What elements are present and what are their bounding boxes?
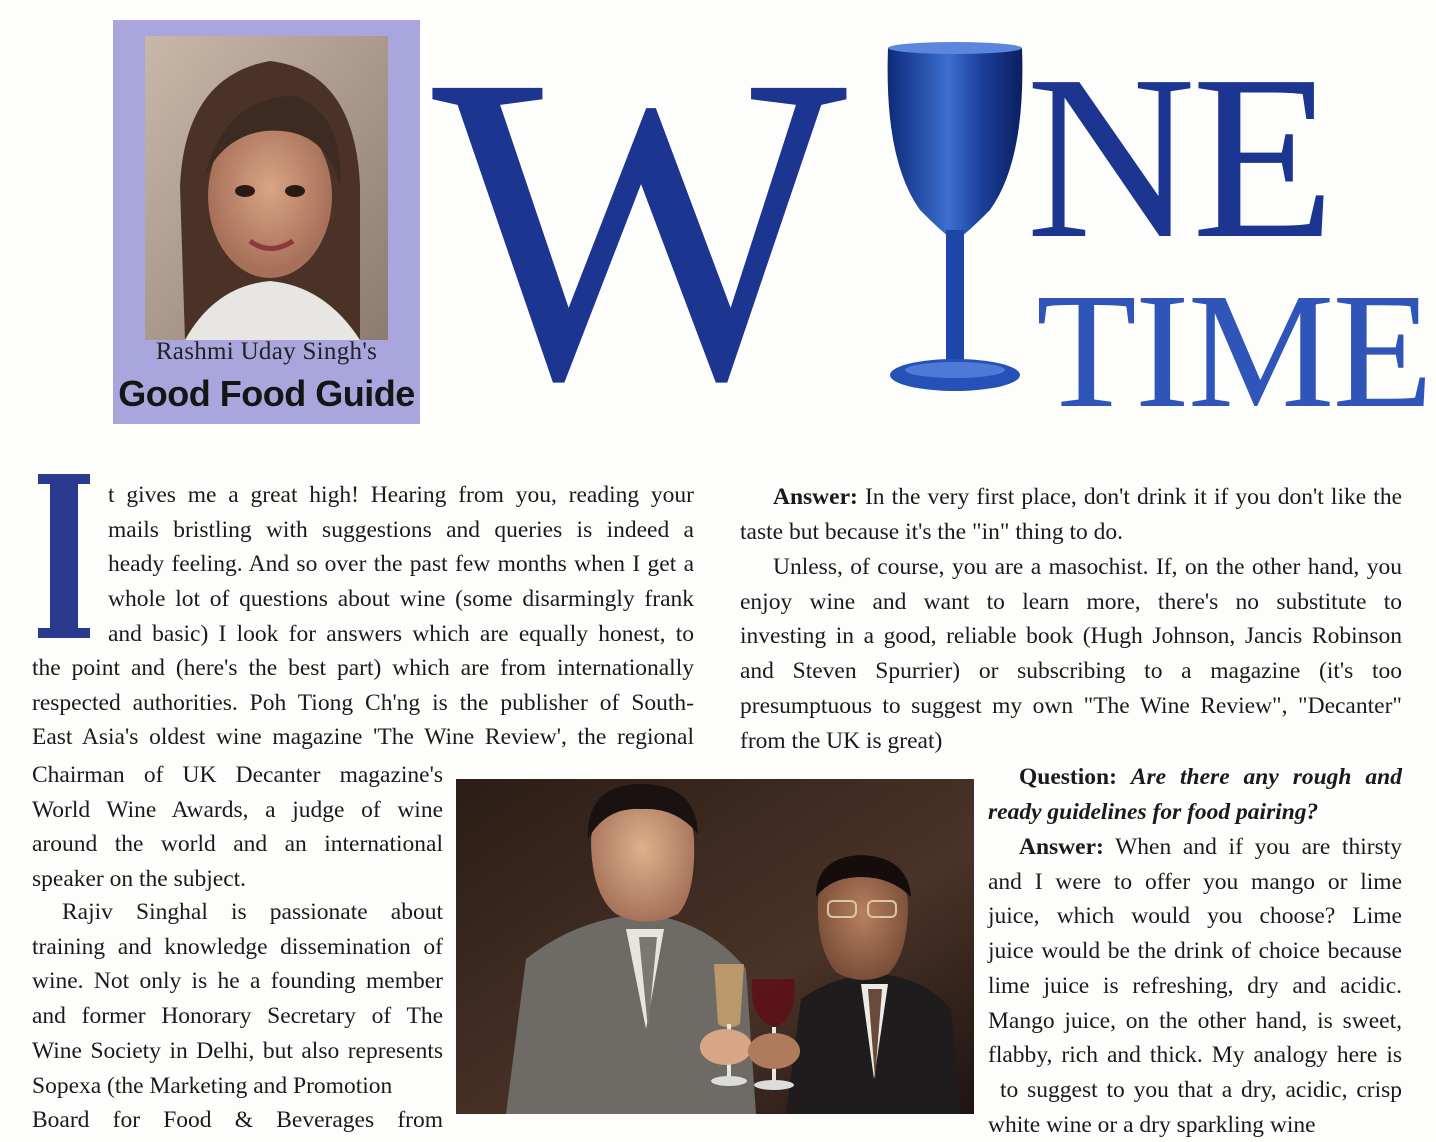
text-line: and I were to offer you mango or lime: [988, 868, 1402, 895]
text-span: Are there any rough and: [1130, 764, 1402, 790]
text-line: Wine Society in Delhi, but also represents: [32, 1037, 443, 1064]
text-line: juice would be the drink of choice because: [988, 938, 1402, 965]
question-two: [988, 760, 1402, 829]
intro-paragraph-narrow: [32, 758, 443, 897]
answer-label: Answer:: [1019, 834, 1104, 860]
text-line: East Asia's oldest wine magazine 'The Wine Review', the regional: [32, 724, 694, 751]
intro-paragraph-full: [32, 651, 694, 755]
drop-cap-i: [32, 474, 96, 638]
text-line: taste but because it's the "in" thing to do.: [740, 518, 1124, 545]
text-line: wine. Not only is he a founding member: [32, 968, 443, 995]
text-line: presumptuous to suggest my own "The Wine Review", "Decanter": [740, 692, 1402, 719]
masthead-word-time: TIME: [1036, 259, 1432, 442]
text-line: Unless, of course, you are a masochist. If, on the other hand, you: [773, 554, 1402, 580]
text-line: Mango juice, on the other hand, is sweet,: [988, 1007, 1402, 1034]
text-line: and Steven Spurrier) or subscribing to a magazine (it's too: [740, 658, 1402, 685]
byline-author-name: Rashmi Uday Singh's: [155, 338, 378, 365]
text-span: When and if you are thirsty: [1115, 834, 1403, 860]
rajiv-paragraph: [32, 895, 443, 1138]
question-label: Question:: [1019, 764, 1117, 790]
intro-paragraph-top: [108, 478, 694, 652]
author-photo: [145, 36, 388, 340]
byline-column-title: Good Food Guide: [118, 373, 415, 414]
text-line: juice, which would you choose? Lime: [988, 903, 1402, 930]
toast-photo: [456, 779, 974, 1114]
text-line: Chairman of UK Decanter magazine's: [32, 762, 443, 788]
answer-two-line: [988, 830, 1402, 865]
answer-one: [740, 480, 1402, 549]
text-line: heady feeling. And so over the past few months when I get a: [108, 551, 694, 578]
text-span: In the very first place, don't drink it if you don't like the: [864, 484, 1402, 510]
wine-glass-icon: [880, 40, 1030, 400]
text-line: mails bristling with suggestions and queries is indeed a: [108, 516, 694, 543]
text-line: around the world and an international: [32, 831, 443, 858]
text-line: the point and (here's the best part) which are from internationally: [32, 655, 694, 681]
text-line: speaker on the subject.: [32, 866, 247, 893]
text-line: t gives me a great high! Hearing from you, reading your: [108, 482, 694, 508]
answer-one-line: [740, 480, 1402, 515]
text-line: whole lot of questions about wine (some disarmingly frank: [108, 586, 694, 613]
text-line: ready guidelines for food pairing?: [988, 798, 1319, 825]
paragraph-two: [740, 550, 1402, 758]
text-line: Sopexa (the Marketing and Promotion: [32, 1072, 393, 1099]
text-line: flabby, rich and thick. My analogy here is: [988, 1042, 1402, 1069]
text-line: Board for Food & Beverages from: [32, 1107, 443, 1134]
text-line: investing in a good, reliable book (Hugh Johnson, Jancis Robinson: [740, 623, 1402, 650]
text-line: to suggest to you that a dry, acidic, crisp: [1000, 1076, 1402, 1103]
text-line: enjoy wine and want to learn more, there's no substitute to: [740, 588, 1402, 615]
answer-two: [988, 830, 1402, 1142]
text-line: lime juice is refreshing, dry and acidic.: [988, 972, 1402, 999]
masthead-letter-w: W: [432, 20, 838, 440]
answer-label: Answer:: [773, 484, 858, 510]
text-line: World Wine Awards, a judge of wine: [32, 796, 443, 823]
text-line: Rajiv Singhal is passionate about: [62, 899, 443, 925]
author-portrait-block: [113, 20, 420, 424]
text-line: respected authorities. Poh Tiong Ch'ng is the publisher of South-: [32, 689, 694, 716]
text-line: and former Honorary Secretary of The: [32, 1003, 443, 1030]
text-line: training and knowledge dissemination of: [32, 933, 443, 960]
question-two-line: [988, 760, 1402, 795]
text-line: from the UK is great): [740, 727, 943, 754]
text-line: and basic) I look for answers which are equally honest, to: [108, 620, 694, 647]
text-line: white wine or a dry sparkling wine: [988, 1111, 1316, 1138]
masthead-letters-ne: NE: [1026, 27, 1332, 287]
